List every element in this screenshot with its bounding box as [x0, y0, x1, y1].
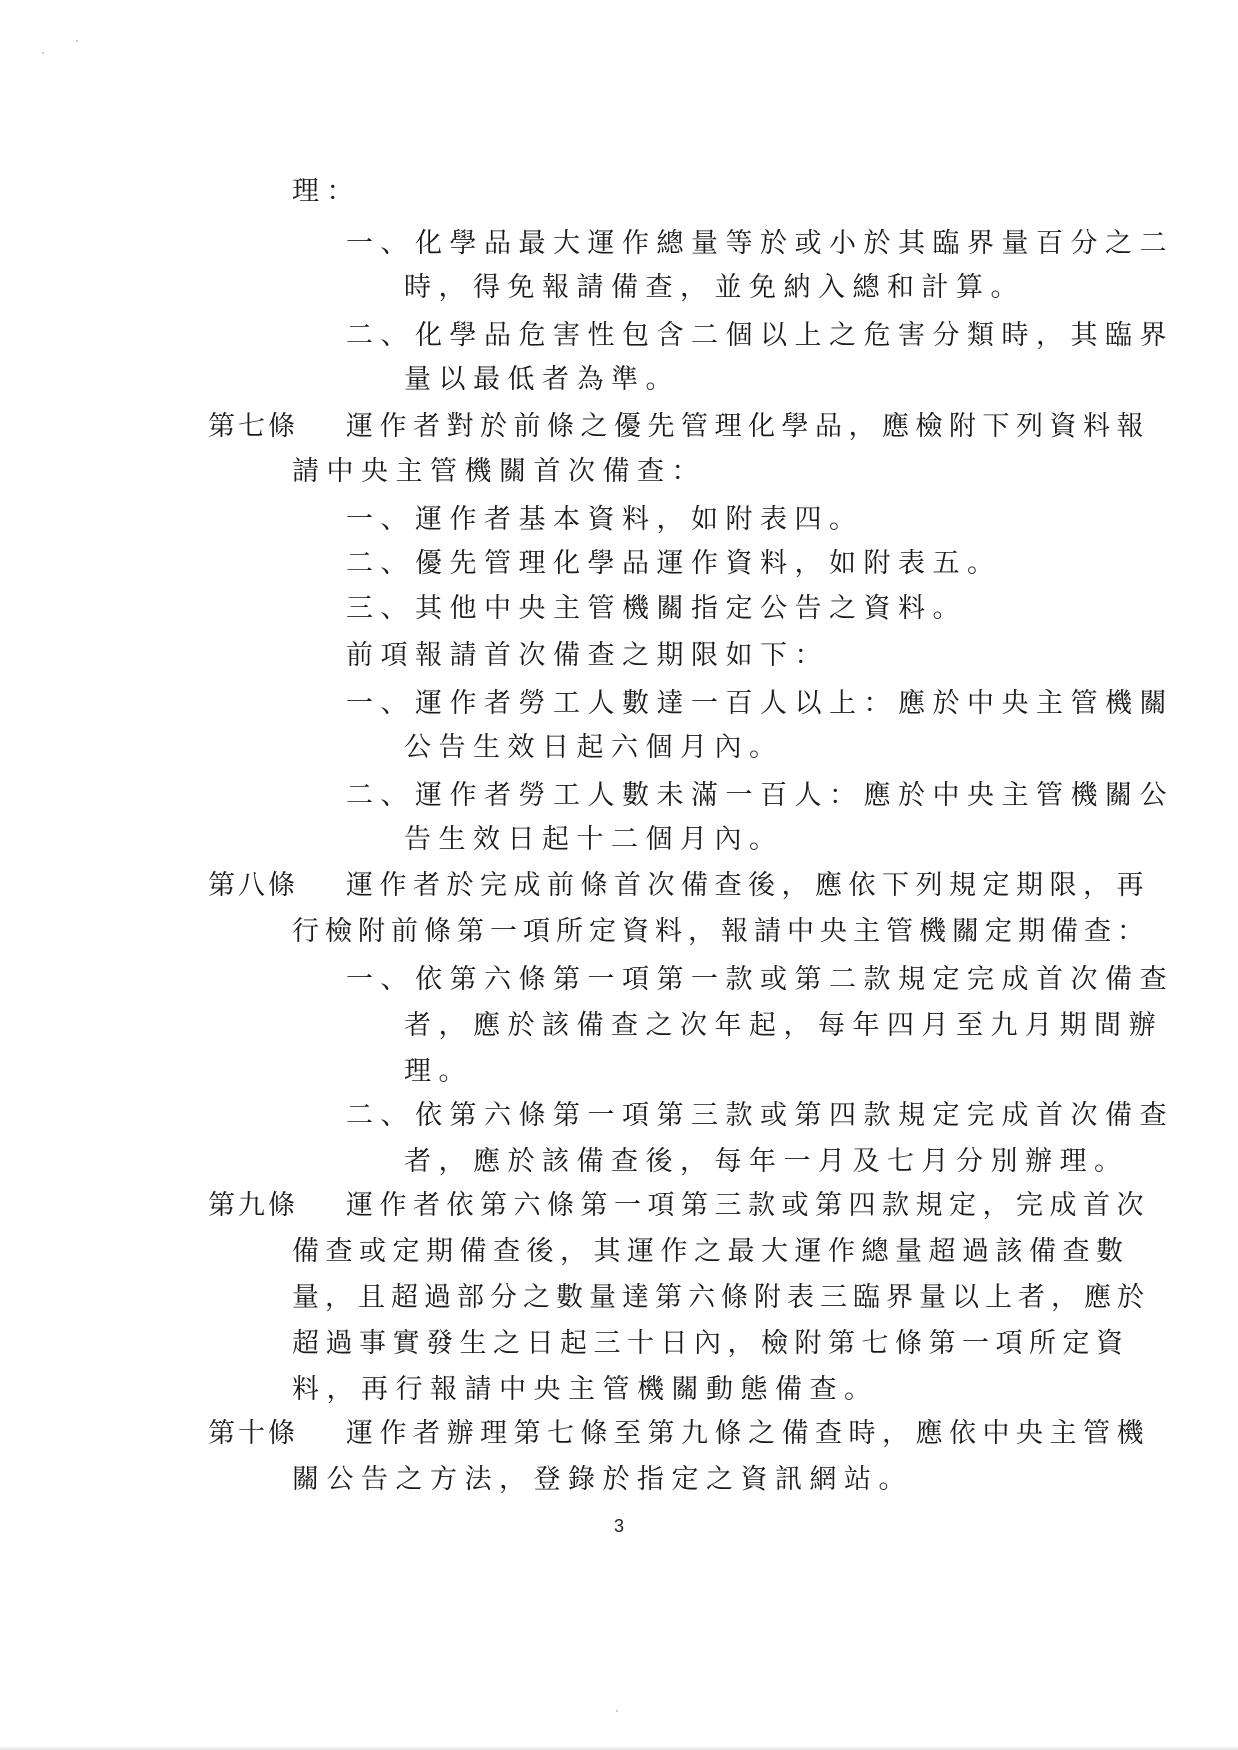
line-13: 公告生效日起六個月內。	[404, 732, 784, 763]
line-14: 二、運作者勞工人數未滿一百人：應於中央主管機關公	[346, 780, 1174, 811]
line-24: 備查或定期備查後，其運作之最大運作總量超過該備查數	[292, 1236, 1130, 1267]
line-4: 二、化學品危害性包含二個以上之危害分類時，其臨界	[346, 320, 1174, 351]
scan-speck	[42, 52, 44, 54]
line-12: 一、運作者勞工人數達一百人以上：應於中央主管機關	[346, 688, 1174, 719]
line-22: 者，應於該備查後，每年一月及七月分別辦理。	[404, 1146, 1129, 1177]
line-21: 二、依第六條第一項第三款或第四款規定完成首次備查	[346, 1100, 1174, 1131]
line-7: 請中央主管機關首次備查：	[292, 456, 706, 487]
article-8-label: 第八條	[208, 870, 298, 901]
line-6: 運作者對於前條之優先管理化學品，應檢附下列資料報	[346, 411, 1150, 442]
line-20: 理。	[404, 1056, 473, 1087]
line-17: 行檢附前條第一項所定資料，報請中央主管機關定期備查：	[292, 916, 1150, 947]
line-26: 超過事實發生之日起三十日內，檢附第七條第一項所定資	[292, 1328, 1130, 1359]
line-11: 前項報請首次備查之期限如下：	[346, 640, 829, 671]
line-18: 一、依第六條第一項第一款或第二款規定完成首次備查	[346, 964, 1174, 995]
line-1: 理：	[292, 176, 361, 207]
line-2: 一、化學品最大運作總量等於或小於其臨界量百分之二	[346, 228, 1174, 259]
line-23: 運作者依第六條第一項第三款或第四款規定，完成首次	[346, 1190, 1150, 1221]
line-9: 二、優先管理化學品運作資料，如附表五。	[346, 548, 1002, 579]
page-number: 3	[613, 1516, 624, 1536]
line-15: 告生效日起十二個月內。	[404, 824, 784, 855]
line-10: 三、其他中央主管機關指定公告之資料。	[346, 593, 967, 624]
line-25: 量，且超過部分之數量達第六條附表三臨界量以上者，應於	[292, 1282, 1150, 1313]
scan-speck	[616, 1710, 618, 1712]
line-29: 關公告之方法，登錄於指定之資訊網站。	[292, 1464, 913, 1495]
article-7-label: 第七條	[208, 411, 298, 442]
line-5: 量以最低者為準。	[404, 364, 680, 395]
line-3: 時，得免報請備查，並免納入總和計算。	[404, 272, 1025, 303]
article-9-label: 第九條	[208, 1190, 298, 1221]
article-10-label: 第十條	[208, 1418, 298, 1449]
line-27: 料，再行報請中央主管機關動態備查。	[292, 1374, 879, 1405]
line-8: 一、運作者基本資料，如附表四。	[346, 504, 864, 535]
scan-speck	[76, 40, 78, 42]
line-28: 運作者辦理第七條至第九條之備查時，應依中央主管機	[346, 1418, 1150, 1449]
line-16: 運作者於完成前條首次備查後，應依下列規定期限，再	[346, 870, 1150, 901]
line-19: 者，應於該備查之次年起，每年四月至九月期間辦	[404, 1010, 1163, 1041]
